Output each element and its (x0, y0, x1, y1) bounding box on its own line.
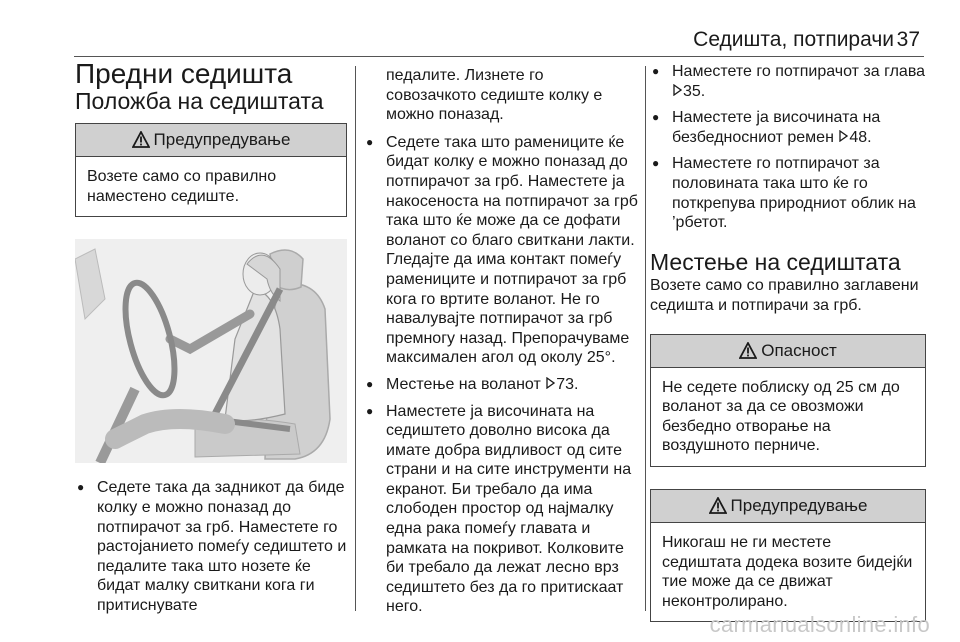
page-reference-link[interactable]: 35. (683, 82, 706, 100)
column-3 (650, 62, 926, 622)
list-item (650, 108, 926, 147)
list-item-continuation: педалите. Лизнете го совозачкото седиште колку е можно поназад. (386, 67, 603, 124)
column-divider-2 (645, 66, 646, 611)
instruction-list (650, 62, 926, 233)
warning-title: Предупредување (730, 495, 868, 515)
page-reference-link[interactable]: 73. (556, 375, 579, 393)
warning-triangle-icon (739, 342, 757, 359)
warning-triangle-icon (132, 131, 150, 148)
list-item: ● Седете така што рамениците ќе бидат колку е можно поназад до потпирачот за грб. Наместете ја накосеноста на потпирачот за грб така што ќе може да се дофати воланот со благо свиткани лакти. Гледајте да има контакт помеѓу рамениците и потпирачот за грб кога го вртите воланот. Не го навалувајте потпирачот за грб премногу назад. Препорачуваме максимален агол од околу 25°. (364, 133, 638, 368)
seat-position-illustration (75, 239, 347, 463)
danger-title: Опасност (761, 340, 837, 360)
header-rule (74, 56, 924, 57)
instruction-list (364, 133, 638, 617)
column-divider-1 (355, 66, 356, 611)
warning-triangle-icon (709, 497, 727, 514)
list-item-text: Наместете ја височината на безбедносниот ремен (672, 109, 881, 146)
section-heading: Местење на седиштата (650, 248, 901, 275)
page-number: 37 (896, 28, 920, 51)
column-1 (75, 58, 347, 623)
subsection-heading: Положба на седиштата (75, 87, 324, 114)
list-item-text: Наместете го потпирачот за глава (672, 63, 926, 80)
paragraph: Возете само со правилно заглавени седишта и потпирачи за грб. (650, 277, 919, 314)
page-reference-link[interactable]: 48. (849, 128, 872, 146)
list-item: ● Наместете ја височината на седиштето доволно висока да имате добра видливост од сите страни и на сите инструменти на екранот. Би требало да има слободен простор од најмалку една рака помеѓу главата и рамката на покривот. Колковите би требало да лежат лесно врз седиштето без да го притискаат него. (364, 402, 638, 618)
list-item-text: Местење на воланот (386, 375, 541, 393)
danger-text: Не седете поблиску од 25 см до воланот за да се овозможи безбедно отворање на воздушното перниче. (662, 378, 900, 455)
warning-title: Предупредување (153, 130, 291, 150)
cross-reference-arrow-icon (673, 84, 682, 96)
cross-reference-arrow-icon (546, 377, 555, 389)
column-2 (364, 62, 638, 624)
warning-text: Возете само со правилно наместено седиште. (87, 168, 277, 205)
instruction-list (75, 478, 347, 615)
warning-box (650, 489, 926, 622)
danger-box-header (651, 335, 925, 368)
list-item (650, 62, 926, 101)
watermark: carmanualsonline.info (709, 612, 930, 637)
list-item (364, 375, 638, 395)
warning-box-header (651, 490, 925, 523)
section-heading: Предни седишта (75, 58, 293, 89)
list-item: ● Седете така да задникот да биде колку е можно поназад до потпирачот за грб. Наместете го растојанието помеѓу седиштето и педалите така што нозете ќе бидат малку свиткани кога ги притиснувате (75, 478, 347, 615)
warning-box (75, 123, 347, 217)
warning-text: Никогаш не ги местете седиштата додека возите бидејќи тие може да се движат неконтролирано. (662, 533, 913, 610)
page-header-title: Седишта, потпирачи (693, 28, 894, 51)
warning-box-header (76, 124, 346, 157)
cross-reference-arrow-icon (839, 130, 848, 142)
danger-box (650, 334, 926, 467)
list-item: ● Наместете го потпирачот за половината така што ќе го поткрепува природниот облик на ’рбетот. (650, 154, 926, 232)
